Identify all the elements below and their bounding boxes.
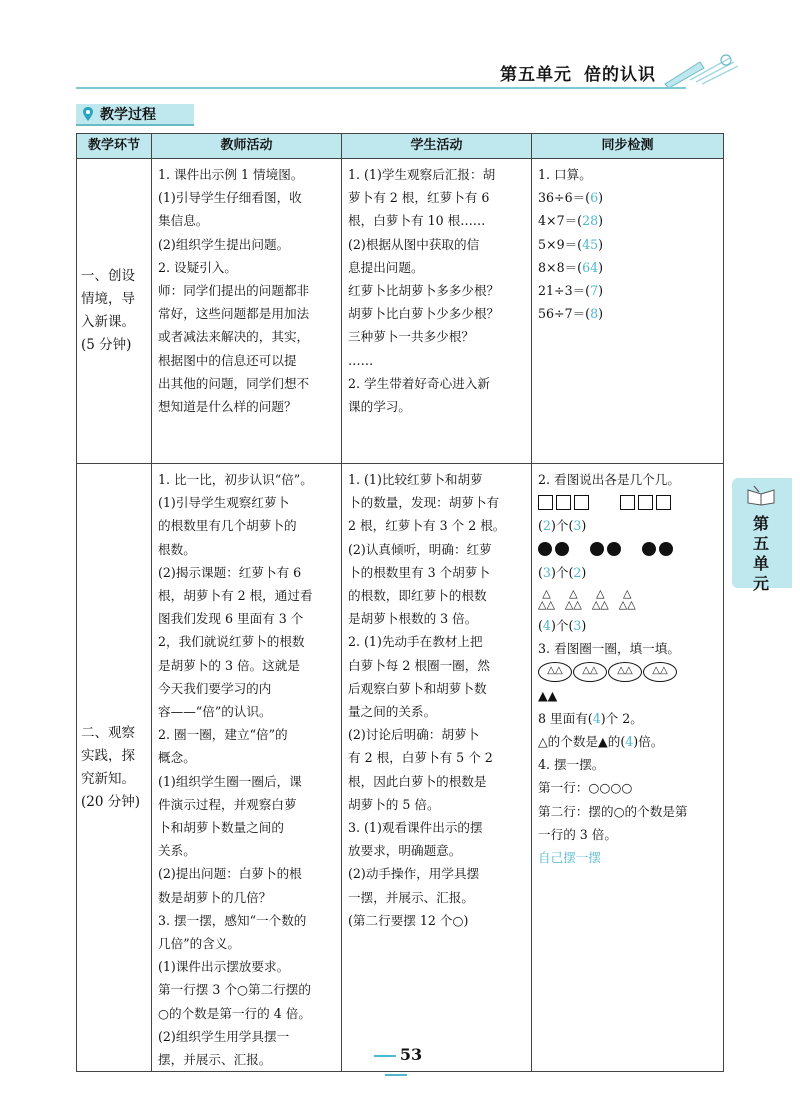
text-line: 师：同学们提出的问题都非 (158, 283, 310, 299)
text-line: 的根数里有几个胡萝卜的 (158, 518, 297, 534)
answer: 8 (590, 306, 599, 322)
table-row (77, 159, 724, 464)
answer: 2 (542, 518, 551, 534)
black-dot (538, 542, 552, 556)
text-line: (2)揭示课题：红萝卜有 6 (158, 564, 302, 580)
text-line: 后观察白萝卜和胡萝卜数 (348, 680, 487, 696)
header-stage: 教学环节 (77, 134, 152, 159)
text-line: (2)认真倾听，明确：红萝 (348, 541, 492, 557)
oval-group: △△ (573, 662, 607, 682)
oval-group: △△ (643, 662, 677, 682)
student-cell (342, 464, 532, 1072)
stage-line: 实践，探 (81, 747, 135, 764)
answer: 64 (582, 259, 599, 275)
text-line: 白萝卜每 2 根圈一圈，然 (348, 657, 490, 673)
text-line: 集信息。 (158, 213, 209, 229)
text-line: (2)提出问题：白萝卜的根 (158, 866, 302, 882)
text-line: (1)组织学生圈一圈后，课 (158, 773, 302, 789)
text-line: …… (348, 352, 374, 368)
text-line: 根，胡萝卜有 2 根，通过看 (158, 588, 313, 604)
calc-item: 8×8＝(64) (538, 259, 604, 275)
text-line: (2)讨论后明确：胡萝卜 (348, 727, 480, 743)
text-line: 常好，这些问题都是用加法 (158, 306, 310, 322)
question-3-title: 3. 看图圈一圈，填一填。 (538, 641, 680, 657)
triangles-figure (538, 584, 718, 614)
black-dot (607, 542, 621, 556)
text-line: (1)引导学生仔细看图，收 (158, 190, 302, 206)
triangle-group: △ △△ (538, 586, 555, 611)
calc-item: 21÷3＝(7) (538, 283, 604, 299)
answer: 3 (573, 518, 582, 534)
text-line: 红萝卜比胡萝卜多多少根？ (348, 283, 500, 299)
text-line: 想知道是什么样的问题？ (158, 399, 297, 415)
text-line: 根，白萝卜有 10 根…… (348, 213, 486, 229)
location-pin-icon (80, 106, 96, 122)
question-2-title: 2. 看图说出各是几个几。 (538, 472, 680, 487)
side-tab-label: 第 五 单 元 (752, 514, 769, 593)
square-shape (556, 495, 571, 510)
text-line: 或者减法来解决的，其实， (158, 329, 310, 345)
text-line: 2. 设疑引入。 (158, 259, 237, 275)
text-line: (1)引导学生观察红萝卜 (158, 495, 290, 511)
calc-item: 4×7＝(28) (538, 213, 604, 229)
text-line: 一行的 3 倍。 (538, 826, 617, 842)
check-cell (532, 464, 724, 1072)
page-dash (374, 1055, 396, 1057)
text-line: 胡萝卜比白萝卜少多少根？ (348, 306, 500, 322)
text-line: 2. 圈一圈，建立“倍”的 (158, 727, 288, 743)
question-4-title: 4. 摆一摆。 (538, 757, 605, 773)
lesson-table (76, 133, 724, 1072)
text-line: 1. 比一比，初步认识“倍”。 (158, 472, 313, 487)
text-line: 根，因此白萝卜的根数是 (348, 773, 487, 789)
answer-line: (4)个(3) (538, 617, 587, 633)
text-line: 概念。 (158, 750, 196, 766)
text-line: 三种萝卜一共多少根？ (348, 329, 474, 345)
text-line: (2)组织学生用学具摆一 (158, 1028, 290, 1044)
text-line: 1. (1)学生观察后汇报：胡 (348, 167, 496, 182)
page-number: 53 (356, 1045, 436, 1083)
check-title: 1. 口算。 (538, 167, 592, 182)
text-line: (1)课件出示摆放要求。 (158, 959, 290, 975)
section-title: 教学过程 (100, 107, 156, 123)
answer: 6 (590, 190, 599, 206)
square-shape (574, 495, 589, 510)
text-line: 图我们发现 6 里面有 3 个 (158, 611, 304, 627)
answer: 2 (573, 564, 582, 580)
text-line: 是胡萝卜的 3 倍。这就是 (158, 657, 300, 673)
square-shape (538, 495, 553, 510)
text-line: 的根数，即红萝卜的根数 (348, 588, 487, 604)
text-line: (第二行要摆 12 个○) (348, 912, 469, 928)
oval-group: △△ (608, 662, 642, 682)
text-line: (2)根据从图中获取的信 (348, 236, 480, 252)
text-line: 第一行摆 3 个○第二行摆的 (158, 982, 311, 998)
text-line: 容——“倍”的认识。 (158, 704, 272, 720)
text-line: 摆，并展示、汇报。 (158, 1052, 272, 1068)
pencil-ruler-icon (660, 50, 740, 90)
answer: 4 (542, 617, 551, 633)
text-line: 几倍”的含义。 (158, 936, 241, 952)
text-line: 量之间的关系。 (348, 704, 437, 720)
text-line: 有 2 根，白萝卜有 5 个 2 (348, 750, 493, 766)
check-cell (532, 159, 724, 464)
text-line: 萝卜有 2 根，红萝卜有 6 (348, 190, 490, 206)
page-dash (385, 1074, 407, 1076)
squares-figure (538, 491, 718, 514)
text-line: 2. (1)先动手在教材上把 (348, 634, 483, 650)
unit-side-tab (732, 478, 792, 593)
black-dot (659, 542, 673, 556)
chapter-label: 倍的认识 (584, 65, 656, 85)
text-line: 今天我们要学习的内 (158, 680, 272, 696)
text-line: 出其他的问题，同学们想不 (158, 375, 310, 391)
book-icon (746, 484, 776, 506)
answer-line: (2)个(3) (538, 518, 587, 534)
text-line: 第二行：摆的○的个数是第 (538, 803, 688, 819)
text-line: 关系。 (158, 843, 196, 859)
answer: 28 (582, 213, 599, 229)
triangle-group: △ △△ (564, 586, 582, 611)
text-line: 根据图中的信息还可以提 (158, 352, 297, 368)
text-line: 1. (1)比较红萝卜和胡萝 (348, 472, 483, 487)
dots-figure (538, 538, 718, 561)
teacher-cell (152, 159, 342, 464)
text-line: 放要求，明确题意。 (348, 843, 462, 859)
text-line: 根数。 (158, 541, 196, 557)
answer-line: (3)个(2) (538, 564, 587, 580)
text-line: 2 根，红萝卜有 3 个 2 根。 (348, 518, 506, 534)
square-shape (656, 495, 671, 510)
answer-line: △的个数是▲的(4)倍。 (538, 733, 664, 749)
black-dot (555, 542, 569, 556)
circled-triangles-figure (538, 660, 718, 683)
text-line: 件演示过程，并观察白萝 (158, 796, 297, 812)
answer: 4 (592, 710, 601, 726)
answer: 7 (590, 283, 599, 299)
stage-line: 究新知。 (81, 770, 135, 787)
text-line: 卜的数量，发现：胡萝卜有 (348, 495, 500, 511)
oval-group: △△ (538, 662, 572, 682)
text-line: 2. 学生带着好奇心进入新 (348, 375, 490, 391)
text-line: 卜的根数里有 3 个胡萝卜 (348, 564, 490, 580)
text-line: 第一行：○○○○ (538, 780, 633, 796)
text-line: 课的学习。 (348, 399, 411, 415)
text-line: 3. (1)观看课件出示的摆 (348, 820, 483, 836)
section-tab (76, 104, 194, 126)
black-dot (590, 542, 604, 556)
header-student: 学生活动 (342, 134, 532, 159)
text-line: 息提出问题。 (348, 259, 424, 275)
filled-triangles: ▲▲ (538, 687, 558, 703)
square-shape (638, 495, 653, 510)
header-rule (76, 87, 686, 89)
answer: 自己摆一摆 (538, 850, 601, 865)
text-line: 卜和胡萝卜数量之间的 (158, 820, 284, 836)
stage-cell (77, 159, 152, 464)
stage-line: (5 分钟) (81, 337, 132, 353)
text-line: (2)动手操作，用学具摆 (348, 866, 480, 882)
text-line: 一摆，并展示、汇报。 (348, 889, 474, 905)
text-line: 1. 课件出示例 1 情境图。 (158, 167, 304, 182)
stage-line: (20 分钟) (81, 793, 141, 810)
text-line: 是胡萝卜根数的 3 倍。 (348, 611, 478, 627)
answer: 45 (582, 236, 599, 252)
answer: 4 (625, 733, 634, 749)
stage-line: 二、观察 (81, 724, 135, 741)
header-check: 同步检测 (532, 134, 724, 159)
header-teacher: 教师活动 (152, 134, 342, 159)
calc-item: 56÷7＝(8) (538, 306, 604, 322)
text-line: 胡萝卜的 5 倍。 (348, 796, 440, 812)
black-dot (642, 542, 656, 556)
page-header-title (500, 60, 656, 85)
answer-line: 8 里面有(4)个 2。 (538, 710, 643, 726)
calc-item: 36÷6＝(6) (538, 190, 604, 206)
stage-line: 情境，导 (81, 291, 135, 307)
text-line: 数是胡萝卜的几倍？ (158, 889, 272, 905)
text-line: 3. 摆一摆，感知“一个数的 (158, 912, 307, 928)
triangle-group: △ △△ (591, 586, 609, 611)
text-line: 2，我们就说红萝卜的根数 (158, 634, 305, 650)
student-cell (342, 159, 532, 464)
unit-label: 第五单元 (500, 65, 572, 85)
stage-cell (77, 464, 152, 1072)
table-row (77, 464, 724, 1072)
text-line: (2)组织学生提出问题。 (158, 236, 290, 252)
triangle-group: △ △△ (618, 586, 636, 611)
teacher-cell (152, 464, 342, 1072)
calc-item: 5×9＝(45) (538, 236, 604, 252)
answer: 3 (573, 617, 582, 633)
stage-line: 一、创设 (81, 268, 135, 284)
table-header-row (77, 134, 724, 159)
stage-line: 入新课。 (81, 314, 135, 330)
answer: 3 (542, 564, 551, 580)
text-line: ○的个数是第一行的 4 倍。 (158, 1005, 311, 1021)
square-shape (620, 495, 635, 510)
